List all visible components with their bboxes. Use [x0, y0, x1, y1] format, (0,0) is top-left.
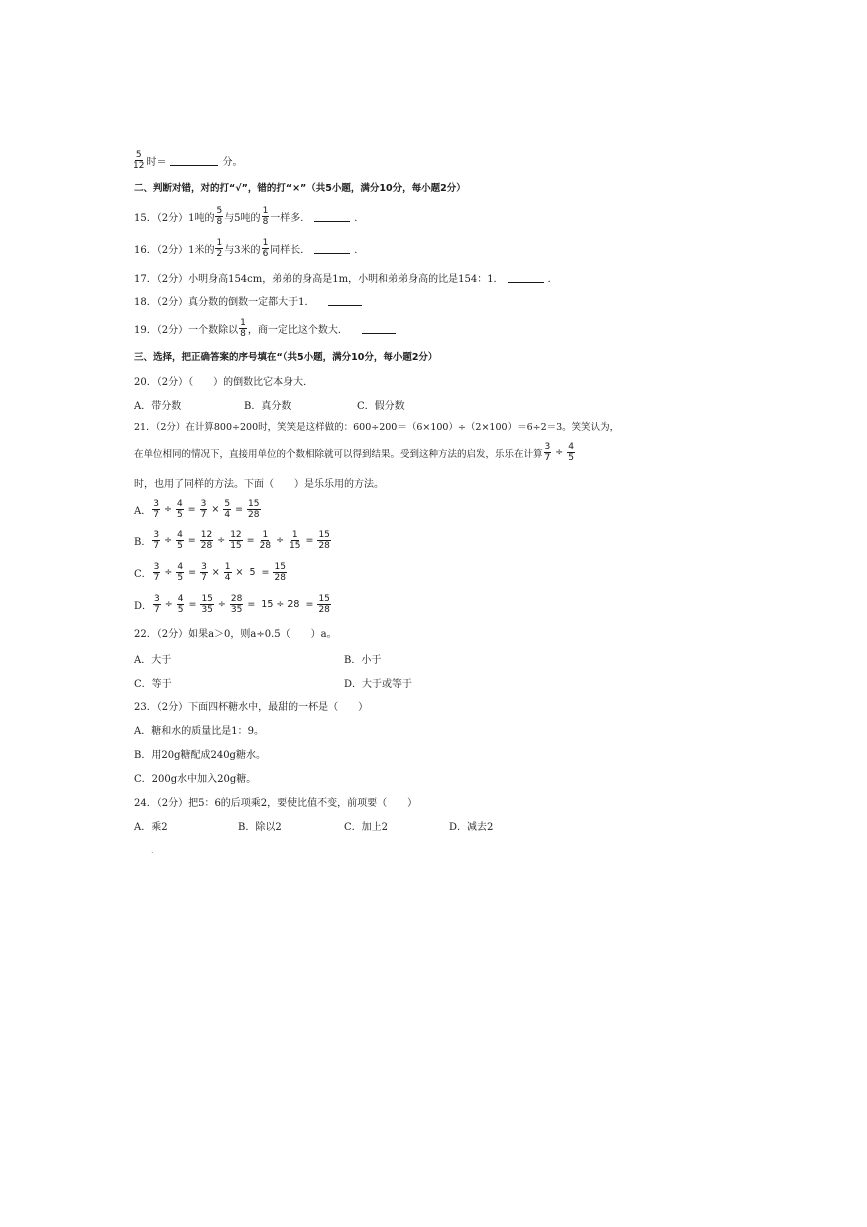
fraction: $\frac{3}{7}$: [544, 442, 551, 463]
question-21-line-3: 时，也用了同样的方法。下面（ ）是乐乐用的方法。: [134, 479, 384, 490]
answer-blank[interactable]: [170, 155, 218, 166]
question-24: 24．（2分）把5：6的后项乘2，要使比值不变，前项要（ ）: [134, 798, 418, 809]
equals-sign: =: [247, 599, 256, 610]
fraction: $\frac{4}{5}$: [177, 562, 184, 583]
fraction: $\frac{5}{12}$: [133, 150, 145, 171]
divide-sign: ÷: [217, 599, 226, 610]
answer-blank[interactable]: [314, 211, 350, 222]
fraction: $\frac{28}{35}$: [230, 594, 243, 615]
q14-unit: 分。: [222, 157, 243, 168]
option-b[interactable]: B．真分数: [244, 401, 292, 412]
fraction: $\frac{5}{8}$: [216, 206, 223, 227]
fraction: $\frac{15}{28}$: [318, 594, 330, 615]
fraction: $\frac{3}{7}$: [153, 499, 159, 520]
divide-sign: ÷: [163, 504, 172, 515]
equals-sign: =: [246, 535, 255, 546]
equals-sign: =: [187, 504, 196, 515]
option-c[interactable]: C．200g水中加入20g糖。: [134, 774, 257, 785]
stray-dot: .: [151, 846, 154, 855]
times-sign: ×: [235, 567, 244, 578]
times-sign: ×: [211, 504, 220, 515]
fraction: $\frac{15}{28}$: [274, 562, 286, 583]
fraction: $\frac{1}{15}$: [289, 530, 301, 551]
answer-blank[interactable]: [314, 243, 350, 254]
q14-hour: 时＝: [146, 157, 167, 168]
option-c[interactable]: C．假分数: [357, 401, 405, 412]
answer-blank[interactable]: [362, 323, 396, 334]
equals-sign: =: [305, 599, 314, 610]
fraction: $\frac{4}{5}$: [177, 530, 183, 551]
fraction: $\frac{4}{5}$: [176, 499, 183, 520]
section-3-title: 三、选择，把正确答案的序号填在“（共5小题，满分10分，每小题2分）: [134, 352, 438, 363]
option-c[interactable]: C．等于: [134, 679, 172, 690]
option-d[interactable]: D．减去2: [449, 822, 494, 833]
fraction: $\frac{1}{28}$: [259, 530, 272, 551]
divide-sign: ÷: [164, 599, 173, 610]
divide-sign: ÷: [217, 535, 226, 546]
fraction: $\frac{3}{7}$: [201, 562, 207, 583]
question-15: 15．（2分）1吨的 $\frac{5}{8}$ 与5吨的 $\frac{1}{8}$ 一样多． ．: [134, 206, 365, 227]
option-a[interactable]: A．带分数: [134, 401, 182, 412]
fraction: $\frac{15}{28}$: [248, 499, 260, 520]
fraction: $\frac{3}{7}$: [154, 594, 160, 615]
equals-sign: =: [261, 567, 270, 578]
section-2-title: 二、判断对错，对的打“√”，错的打“×”（共5小题，满分10分，每小题2分）: [134, 183, 466, 194]
fraction: $\frac{12}{15}$: [230, 530, 242, 551]
question-18: 18．（2分）真分数的倒数一定都大于1．: [134, 293, 366, 308]
option-a[interactable]: A．大于: [134, 655, 172, 666]
divide-sign: ÷: [276, 535, 285, 546]
fraction: $\frac{15}{28}$: [318, 530, 330, 551]
fraction: $\frac{1}{6}$: [262, 238, 269, 259]
option-b[interactable]: B．用20g糖配成240g糖水。: [134, 750, 266, 761]
fraction: $\frac{1}{2}$: [216, 238, 223, 259]
option-a[interactable]: A．乘2: [134, 822, 168, 833]
times-sign: ×: [211, 567, 220, 578]
option-d[interactable]: D．大于或等于: [344, 679, 413, 690]
fraction: $\frac{3}{7}$: [153, 530, 160, 551]
answer-blank[interactable]: [508, 272, 544, 283]
equals-sign: =: [187, 535, 196, 546]
equals-sign: =: [235, 504, 244, 515]
option-a[interactable]: A．糖和水的质量比是1：9。: [134, 726, 264, 737]
question-17: 17．（2分）小明身高154cm，弟弟的身高是1m，小明和弟弟身高的比是154：1． ．: [134, 274, 558, 285]
fraction: $\frac{3}{7}$: [153, 562, 160, 583]
question-21-line-2: 在单位相同的情况下，直接用单位的个数相除就可以得到结果。受到这种方法的启发，乐乐在计算 $\frac{3}{7}$ ÷ $\frac{4}{5}$: [134, 442, 574, 463]
q14-line: [131, 150, 242, 171]
divide-sign: ÷: [164, 535, 173, 546]
option-c[interactable]: C． $\frac{3}{7}$ ÷ $\frac{4}{5}$ = $\frac{3}{7}$ × $\frac{1}{4}$ × 5 = $\frac{15}{28}$: [134, 562, 286, 583]
question-23: 23．（2分）下面四杯糖水中，最甜的一杯是（ ）: [134, 702, 369, 713]
equals-sign: =: [188, 567, 197, 578]
option-b[interactable]: B．除以2: [238, 822, 282, 833]
fraction: $\frac{1}{8}$: [262, 206, 269, 227]
option-d[interactable]: D． $\frac{3}{7}$ ÷ $\frac{4}{5}$ = $\frac{15}{35}$ ÷ $\frac{28}{35}$ = 15 ÷ 28 = $\frac{15}{28}$: [134, 594, 330, 615]
question-20: 20．（2分）（ ）的倒数比它本身大．: [134, 377, 314, 388]
option-b[interactable]: B．小于: [344, 655, 382, 666]
option-b[interactable]: B． $\frac{3}{7}$ ÷ $\frac{4}{5}$ = $\frac{12}{28}$ ÷ $\frac{12}{15}$ = $\frac{1}{28}$ ÷ $\frac{1}{15}$ = $\frac{15}{28}$: [134, 530, 330, 551]
fraction: $\frac{4}{5}$: [177, 594, 184, 615]
fraction: $\frac{5}{4}$: [224, 499, 231, 520]
fraction: $\frac{1}{4}$: [224, 562, 231, 583]
fraction: $\frac{12}{28}$: [200, 530, 213, 551]
question-16: 16．（2分）1米的 $\frac{1}{2}$ 与3米的 $\frac{1}{6}$ 同样长． ．: [134, 238, 365, 259]
option-a[interactable]: A． $\frac{3}{7}$ ÷ $\frac{4}{5}$ = $\frac{3}{7}$ × $\frac{5}{4}$ = $\frac{15}{28}$: [134, 499, 260, 520]
fraction: $\frac{3}{7}$: [200, 499, 207, 520]
answer-blank[interactable]: [328, 295, 362, 306]
question-22: 22．（2分）如果a＞0，则a÷0.5（ ）a。: [134, 629, 337, 640]
equals-sign: =: [305, 535, 314, 546]
equals-sign: =: [188, 599, 197, 610]
fraction: $\frac{15}{35}$: [201, 594, 213, 615]
question-21-line-1: 21．（2分）在计算800÷200时，笑笑是这样做的：600÷200＝（6×100）÷（2×100）＝6÷2＝3。笑笑认为，: [134, 422, 620, 433]
divide-sign: ÷: [164, 567, 173, 578]
fraction: $\frac{1}{8}$: [240, 318, 246, 339]
question-19: 19．（2分）一个数除以 $\frac{1}{8}$ ，商一定比这个数大．: [134, 318, 400, 339]
option-c[interactable]: C．加上2: [344, 822, 389, 833]
fraction: $\frac{4}{5}$: [568, 442, 574, 463]
